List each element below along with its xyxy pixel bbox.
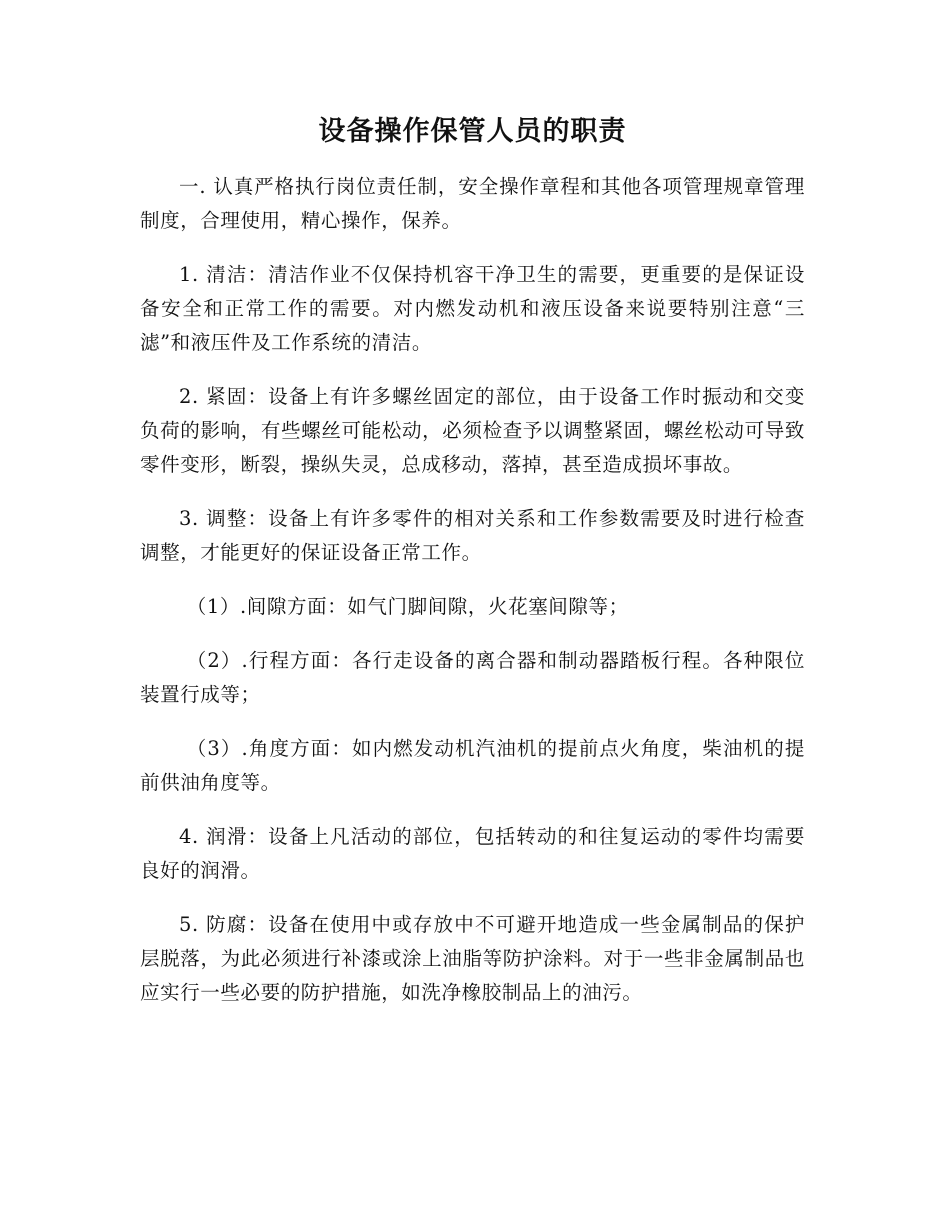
paragraph-clearance: （1）.间隙方面：如气门脚间隙，火花塞间隙等； [186, 595, 629, 618]
document-body [140, 108, 805, 1030]
paragraph-lubrication: 4. 润滑：设备上凡活动的部位，包括转动的和往复运动的零件均需要良好的润滑。 [140, 825, 805, 882]
paragraph-anticorrosion: 5. 防腐：设备在使用中或存放中不可避开地造成一些金属制品的保护层脱落，为此必须进行补漆或涂上油脂等防护涂料。对于一些非金属制品也应实行一些必要的防护措施，如洗净橡胶制品上的油污。 [140, 913, 805, 1004]
paragraph-adjustment: 3. 调整：设备上有许多零件的相对关系和工作参数需要及时进行检查调整，才能更好的保证设备正常工作。 [140, 507, 805, 564]
paragraph-general-duty: 一. 认真严格执行岗位责任制，安全操作章程和其他各项管理规章管理制度，合理使用，精心操作，保养。 [140, 175, 805, 232]
paragraph-angle: （3）.角度方面：如内燃发动机汽油机的提前点火角度，柴油机的提前供油角度等。 [140, 737, 805, 794]
paragraph-travel: （2）.行程方面：各行走设备的离合器和制动器踏板行程。各种限位装置行成等； [140, 649, 805, 706]
document-title: 设备操作保管人员的职责 [318, 116, 627, 147]
paragraph-fastening: 2. 紧固：设备上有许多螺丝固定的部位，由于设备工作时振动和交变负荷的影响，有些螺丝可能松动，必须检查予以调整紧固，螺丝松动可导致零件变形，断裂，操纵失灵，总成移动，落掉，甚至造成损坏事故。 [140, 385, 805, 476]
paragraph-cleaning: 1. 清洁：清洁作业不仅保持机容干净卫生的需要，更重要的是保证设备安全和正常工作的需要。对内燃发动机和液压设备来说要特别注意“三滤”和液压件及工作系统的清洁。 [140, 263, 805, 354]
